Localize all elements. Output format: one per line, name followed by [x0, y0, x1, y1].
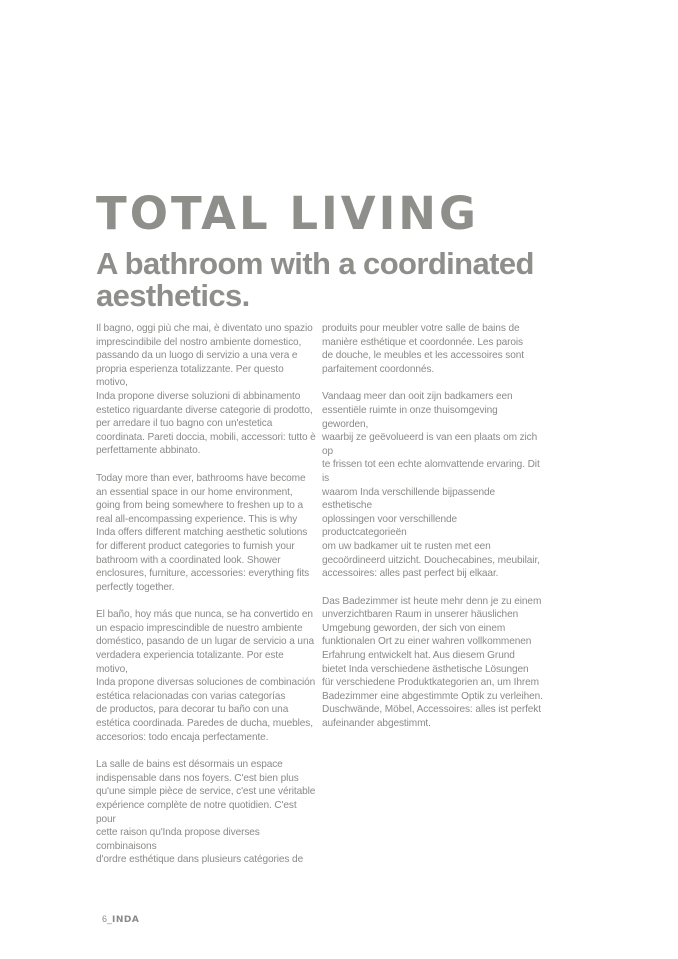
footer-brand: INDA [112, 915, 140, 925]
page-number: 6 [102, 914, 108, 924]
page-subtitle: A bathroom with a coordinated aesthetics. [96, 246, 534, 313]
page-footer [102, 913, 139, 926]
text-column-right [322, 322, 544, 745]
page-title: TOTAL LIVING [96, 187, 479, 240]
paragraph-spanish: El baño, hoy más que nunca, se ha convertido en un espacio imprescindible de nuestro ambiente doméstico, pasando de un lugar de servicio a una verdadera experiencia totalizante. Por este motivo, Inda propone diversas soluciones de combinación estética relacionadas con varias categorías de productos, para decorar tu baño con una estética coordinada. Paredes de ducha, muebles, accesorios: todo encaja perfectamente. [96, 609, 316, 743]
paragraph-french-start: La salle de bains est désormais un espace indispensable dans nos foyers. C'est bien plus qu'une simple pièce de service, c'est une véritable expérience complète de notre quotidien. C'est pour cette raison qu'Inda propose diverses combinaisons d'ordre esthétique dans plusieurs catégories de [96, 759, 316, 866]
paragraph-german: Das Badezimmer ist heute mehr denn je zu einem unverzichtbaren Raum in unserer häuslichen Umgebung geworden, der sich von einem funktionalen Ort zu einer wahren vollkommenen Erfahrung entwickelt hat. Aus diesem Grund bietet Inda verschiedene ästhetische Lösungen für verschiedene Produktkategorien an, um Ihrem Badezimmer eine abgestimmte Optik zu verleihen. Duschwände, Möbel, Accessoires: alles ist perfekt aufeinander abgestimmt. [322, 595, 543, 730]
paragraph-italian: Il bagno, oggi più che mai, è diventato uno spazio imprescindibile del nostro ambiente domestico, passando da un luogo di servizio a una vera e propria esperienza totalizzante. Per questo motivo, Inda propone diverse soluzioni di abbinamento estetico riguardante diverse categorie di prodotto, per arredare il tuo bagno con un'estetica coordinata. Pareti doccia, mobili, accessori: tutto è perfettamente abbinato. [96, 323, 316, 457]
paragraph-dutch: Vandaag meer dan ooit zijn badkamers een essentiële ruimte in onze thuisomgeving geworden, waarbij ze geëvolueerd is van een plaats om zich op te frissen tot een echte alomvattende ervaring. Dit is waarom Inda verschillende bijpassende esthetische oplossingen voor verschillende productcategorieën om uw badkamer uit te rusten met een gecoördineerd uitzicht. Douchecabines, meubilair, accessoires: alles past perfect bij elkaar. [322, 391, 540, 580]
text-column-left [96, 322, 318, 881]
paragraph-english: Today more than ever, bathrooms have become an essential space in our home environment, going from being somewhere to freshen up to a real all-encompassing experience. This is why Inda offers different matching aesthetic solutions for different product categories to furnish your bathroom with a coordinated look. Shower enclosures, furniture, accessories: everything fits perfectly together. [96, 472, 310, 593]
footer-separator: _ [107, 914, 113, 924]
paragraph-french-end: produits pour meubler votre salle de bains de manière esthétique et coordonnée. Les parois de douche, le meubles et les accessoires sont parfaitement coordonnés. [322, 323, 524, 375]
